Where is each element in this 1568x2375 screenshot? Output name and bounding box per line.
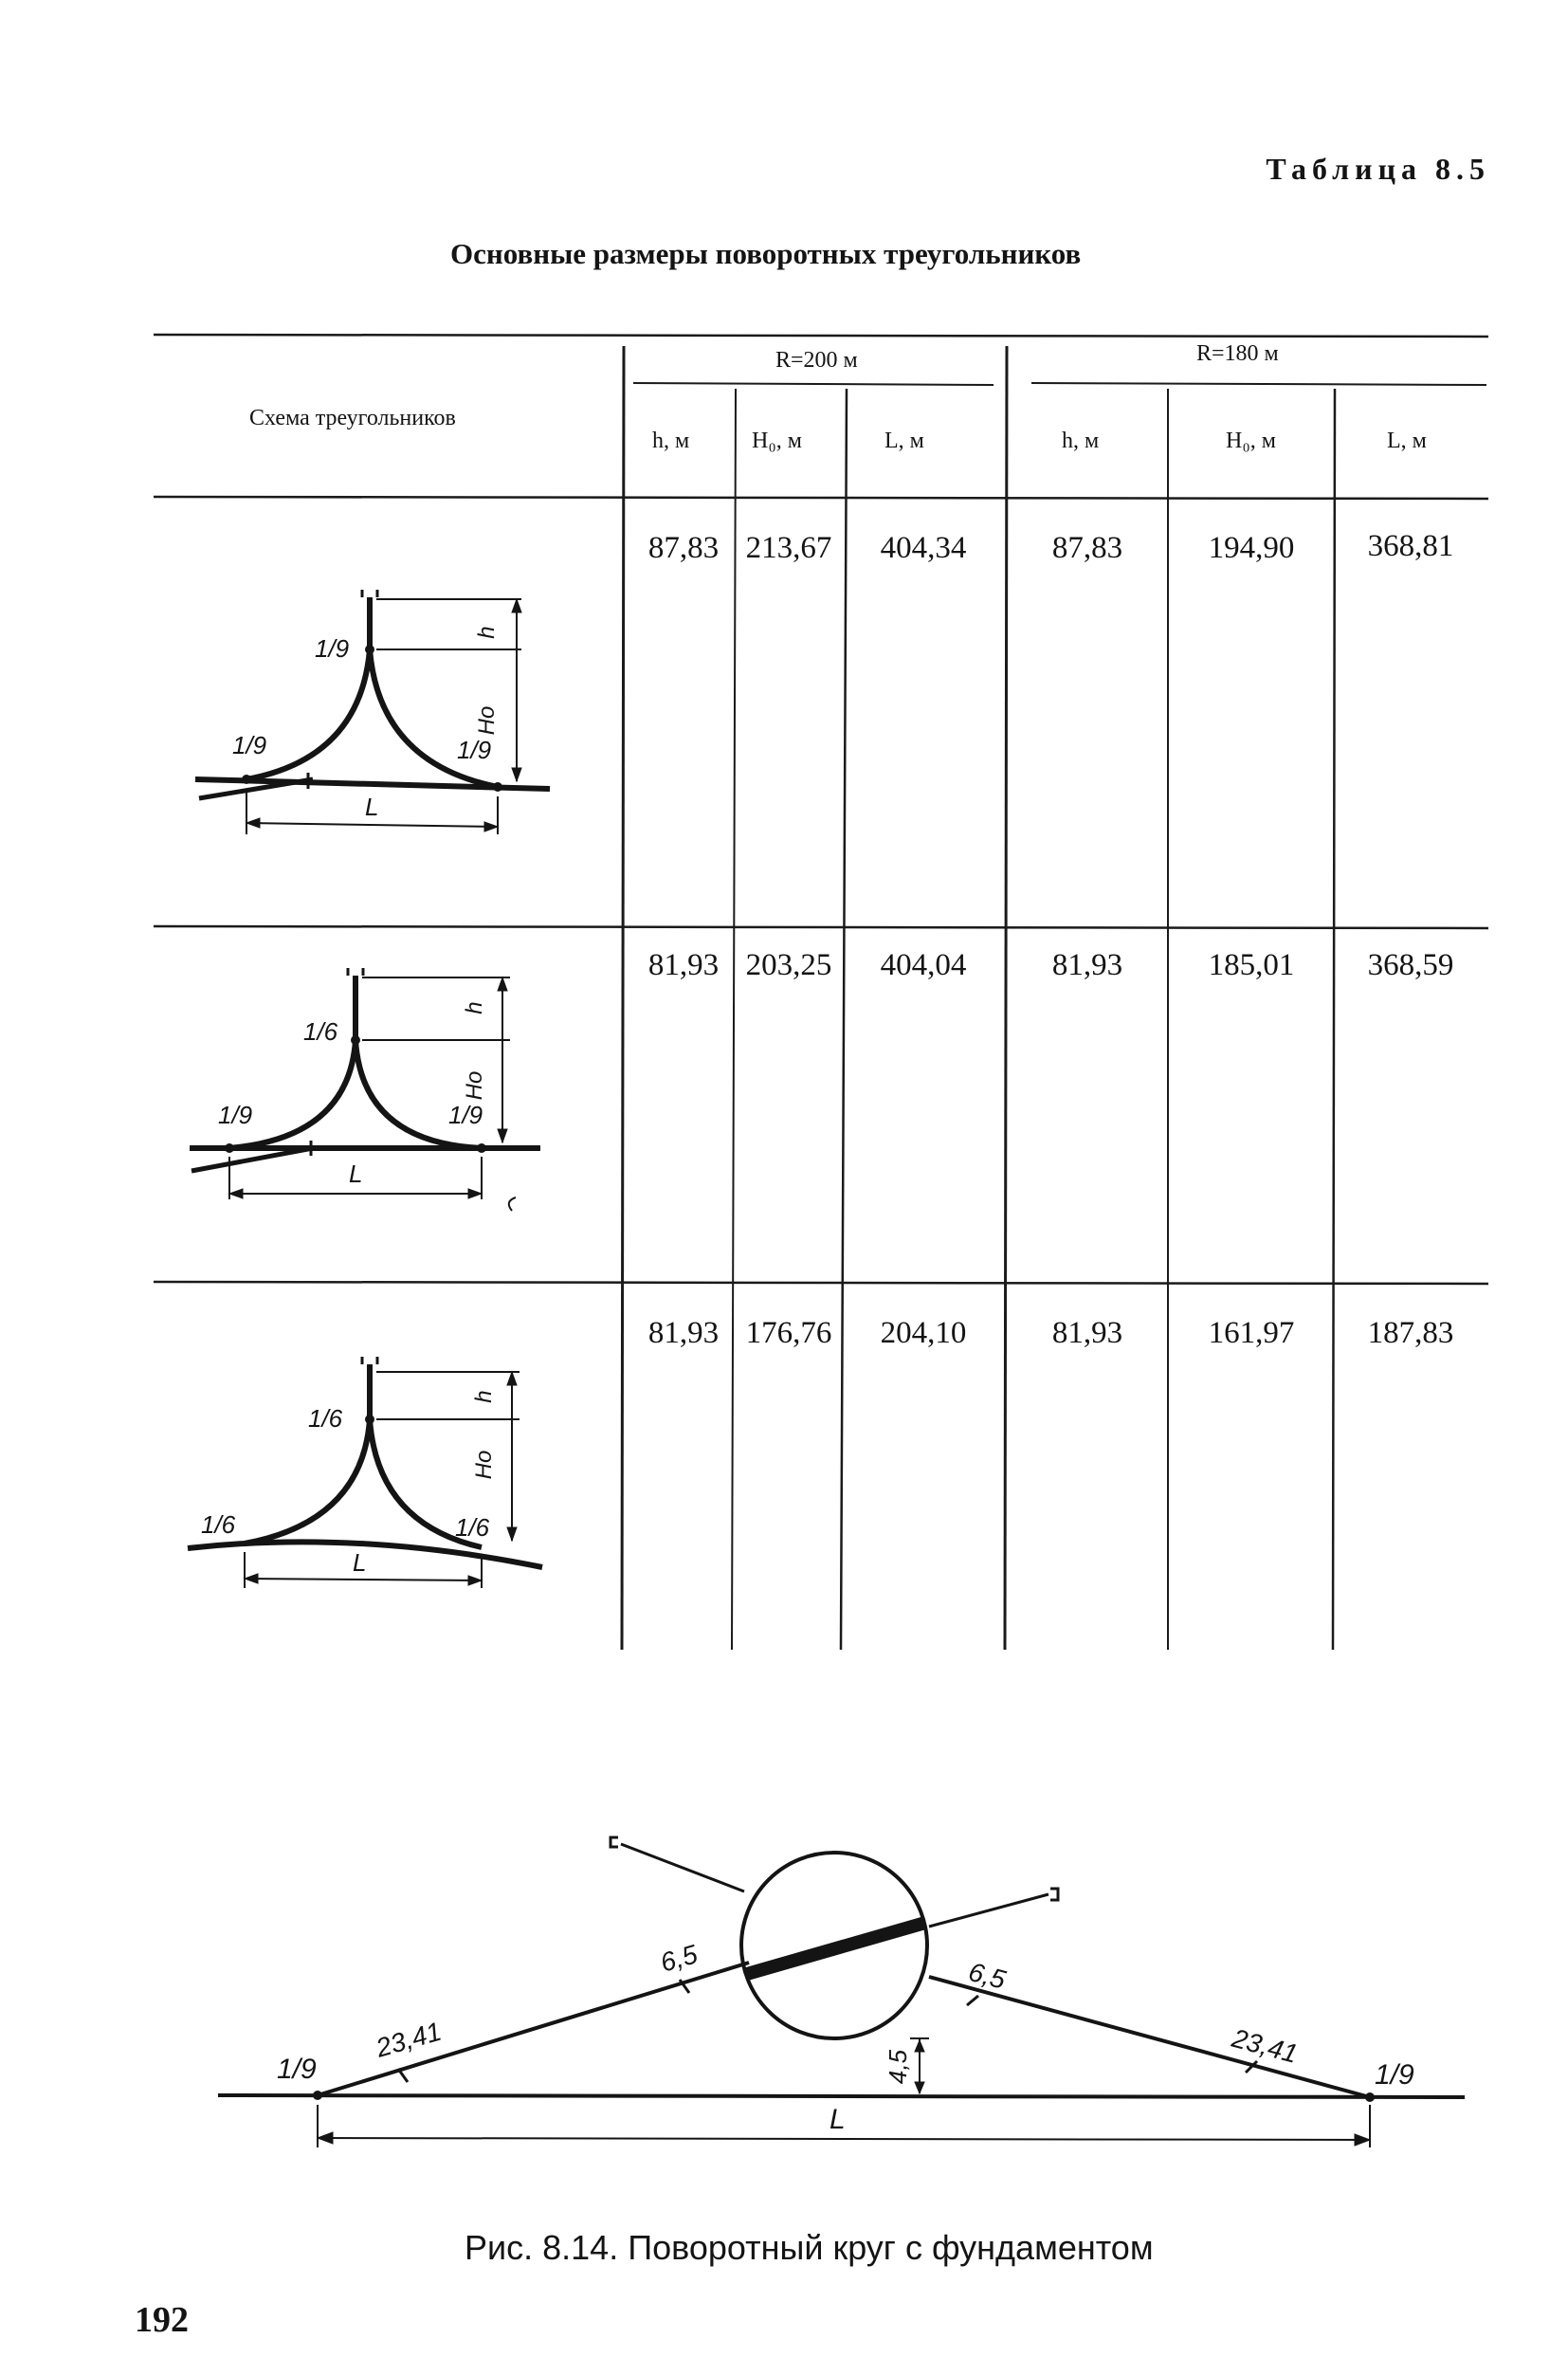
row3-h0-180: 161,97	[1208, 1316, 1295, 1350]
row2-h0-200: 203,25	[745, 948, 832, 982]
figure-switch-left	[313, 2091, 322, 2100]
scheme-3-diagram	[180, 1351, 569, 1607]
header-col-h: h, м	[652, 429, 690, 453]
row3-l200: 204,10	[880, 1316, 967, 1350]
figure-label-left-short: 6,5	[657, 1939, 702, 1978]
header-col-l-2: L, м	[1387, 429, 1427, 453]
scheme-1-label-l: L	[365, 793, 379, 821]
header-col-h0-2: H₀, м	[1226, 429, 1276, 453]
figure-switch-right	[1365, 2092, 1375, 2102]
scheme-3-label-l: L	[353, 1548, 367, 1577]
scheme-2-label-right: 1/9	[448, 1101, 483, 1129]
scheme-2-label-l: L	[349, 1160, 363, 1188]
scheme-2-diagram	[180, 962, 569, 1237]
row2-h200: 81,93	[647, 948, 720, 982]
scheme-2-label-left: 1/9	[218, 1101, 253, 1129]
switch-point-right	[477, 1143, 486, 1153]
scheme-1-diagram	[180, 578, 569, 853]
scheme-2-label-ho: Ho	[462, 1070, 487, 1101]
figure-label-height: 4,5	[884, 2049, 912, 2085]
row2-l180: 368,59	[1367, 948, 1454, 982]
scheme-3-label-top: 1/6	[308, 1404, 343, 1433]
table-number: Таблица 8.5	[1266, 152, 1490, 186]
figure-caption: Рис. 8.14. Поворотный круг с фундаментом	[465, 2228, 1154, 2267]
figure-label-left-dist: 23,41	[373, 2016, 446, 2063]
figure-label-right-dist: 23,41	[1229, 2022, 1302, 2069]
header-group-r200: R=200 м	[775, 348, 858, 373]
row2-h180: 81,93	[1051, 948, 1123, 982]
scheme-3-label-h: h	[471, 1390, 497, 1403]
row3-l180: 187,83	[1367, 1316, 1454, 1350]
scheme-3-label-ho: Ho	[471, 1450, 497, 1480]
scheme-1-label-top: 1/9	[315, 634, 350, 663]
row2-l200: 404,04	[880, 948, 967, 982]
switch-point-top	[365, 1415, 374, 1424]
header-scheme: Схема треугольников	[249, 406, 456, 430]
scheme-2-label-h: h	[462, 1001, 487, 1014]
row1-h180: 87,83	[1051, 531, 1123, 565]
figure-label-left-ratio: 1/9	[277, 2054, 317, 2085]
scheme-2-label-top: 1/6	[303, 1017, 338, 1046]
row1-h0-180: 194,90	[1208, 531, 1295, 565]
scheme-1-label-left: 1/9	[232, 731, 267, 759]
switch-point-top	[365, 645, 374, 654]
row2-h0-180: 185,01	[1208, 948, 1295, 982]
figure-label-right-short: 6,5	[965, 1956, 1010, 1995]
figure-label-length: L	[830, 2104, 846, 2135]
switch-point-left	[225, 1143, 234, 1153]
switch-point-left	[242, 775, 251, 784]
figure-label-right-ratio: 1/9	[1375, 2059, 1414, 2091]
header-col-l: L, м	[884, 429, 924, 453]
row3-h180: 81,93	[1051, 1316, 1123, 1350]
header-group-r180: R=180 м	[1196, 341, 1279, 366]
scheme-3-label-right: 1/6	[455, 1513, 490, 1542]
row3-h200: 81,93	[647, 1316, 720, 1350]
scheme-1-label-right: 1/9	[457, 736, 492, 764]
scheme-1-label-ho: Ho	[474, 705, 500, 736]
turntable-figure	[209, 1820, 1479, 2200]
header-col-h0: H₀, м	[752, 429, 802, 453]
scheme-3-label-left: 1/6	[201, 1510, 236, 1539]
switch-point-right	[493, 782, 502, 792]
row1-l180: 368,81	[1367, 529, 1454, 563]
row1-h0-200: 213,67	[745, 531, 832, 565]
scheme-1-label-h: h	[474, 626, 500, 639]
switch-point-top	[351, 1035, 360, 1045]
table-title: Основные размеры поворотных треугольников	[450, 237, 1082, 270]
row1-h200: 87,83	[647, 531, 720, 565]
page-number: 192	[135, 2300, 189, 2340]
row1-l200: 404,34	[880, 531, 967, 565]
header-col-h-2: h, м	[1062, 429, 1100, 453]
row3-h0-200: 176,76	[745, 1316, 832, 1350]
